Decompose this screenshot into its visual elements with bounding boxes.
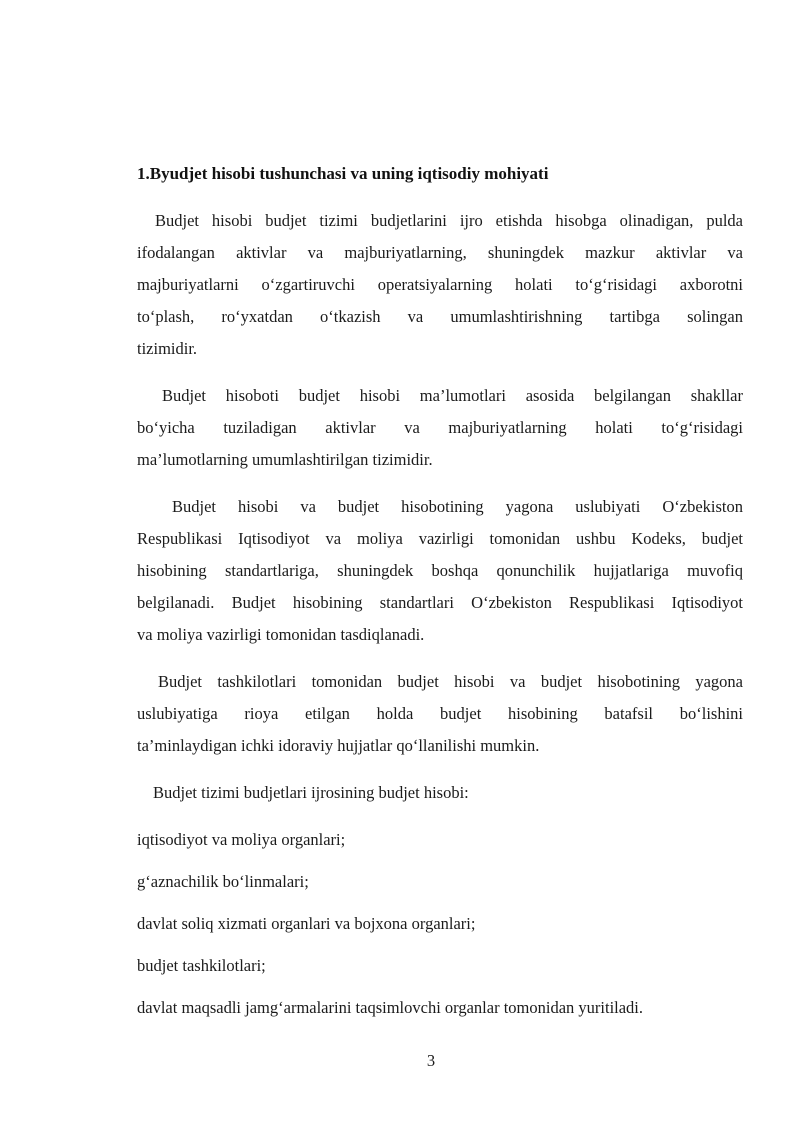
list-item-economy-finance-bodies: [137, 824, 743, 856]
paragraph-budget-reporting-definition: [137, 380, 743, 476]
text-line: majburiyatlarni o‘zgartiruvchi operatsiyalarning holati to‘g‘risidagi axborotni: [137, 275, 743, 294]
text-line: to‘plash, ro‘yxatdan o‘tkazish va umumlashtirishning tartibga solingan: [137, 307, 743, 326]
list-item-tax-customs-bodies: [137, 908, 743, 940]
text-line: budjet tashkilotlari;: [137, 956, 266, 975]
paragraph-budget-execution-intro: [137, 777, 743, 809]
text-line: ifodalangan aktivlar va majburiyatlarning, shuningdek mazkur aktivlar va: [137, 243, 743, 262]
document-content: [137, 0, 743, 1077]
list-item-treasury-divisions: [137, 866, 743, 898]
text-line: uslubiyatiga rioya etilgan holda budjet hisobining batafsil bo‘lishini: [137, 704, 743, 723]
text-line: ma’lumotlarning umumlashtirilgan tizimidir.: [137, 450, 433, 469]
text-line: g‘aznachilik bo‘linmalari;: [137, 872, 309, 891]
paragraph-unified-methodology: [137, 491, 743, 651]
paragraph-budget-accounting-definition: [137, 205, 743, 365]
text-line: Respublikasi Iqtisodiyot va moliya vazirligi tomonidan ushbu Kodeks, budjet: [137, 529, 743, 548]
document-blocks: [137, 205, 743, 1024]
text-line: Budjet hisobi va budjet hisobotining yagona uslubiyati O‘zbekiston: [172, 497, 743, 516]
text-line: Budjet hisoboti budjet hisobi ma’lumotlari asosida belgilangan shakllar: [162, 386, 743, 405]
text-line: tizimidir.: [137, 339, 198, 358]
text-line: ta’minlaydigan ichki idoraviy hujjatlar qo‘llanilishi mumkin.: [137, 736, 540, 755]
page-number: 3: [426, 1051, 436, 1070]
text-line: davlat soliq xizmati organlari va bojxona organlari;: [137, 914, 476, 933]
text-line: belgilanadi. Budjet hisobining standartlari O‘zbekiston Respublikasi Iqtisodiyot: [137, 593, 743, 612]
section-heading: 1.Byudjet hisobi tushunchasi va uning iqtisodiy mohiyati: [137, 164, 549, 183]
text-line: bo‘yicha tuziladigan aktivlar va majburiyatlarning holati to‘g‘risidagi: [137, 418, 743, 437]
list-item-target-funds: [137, 992, 743, 1024]
text-line: Budjet tizimi budjetlari ijrosining budjet hisobi:: [153, 783, 469, 802]
text-line: hisobining standartlariga, shuningdek boshqa qonunchilik hujjatlariga muvofiq: [137, 561, 743, 580]
paragraph-internal-documents: [137, 666, 743, 762]
text-line: iqtisodiyot va moliya organlari;: [137, 830, 346, 849]
text-line: Budjet hisobi budjet tizimi budjetlarini ijro etishda hisobga olinadigan, pulda: [155, 211, 743, 230]
text-line: va moliya vazirligi tomonidan tasdiqlanadi.: [137, 625, 425, 644]
list-item-budget-organizations: [137, 950, 743, 982]
text-line: Budjet tashkilotlari tomonidan budjet hisobi va budjet hisobotining yagona: [158, 672, 743, 691]
text-line: davlat maqsadli jamg‘armalarini taqsimlovchi organlar tomonidan yuritiladi.: [137, 998, 644, 1017]
